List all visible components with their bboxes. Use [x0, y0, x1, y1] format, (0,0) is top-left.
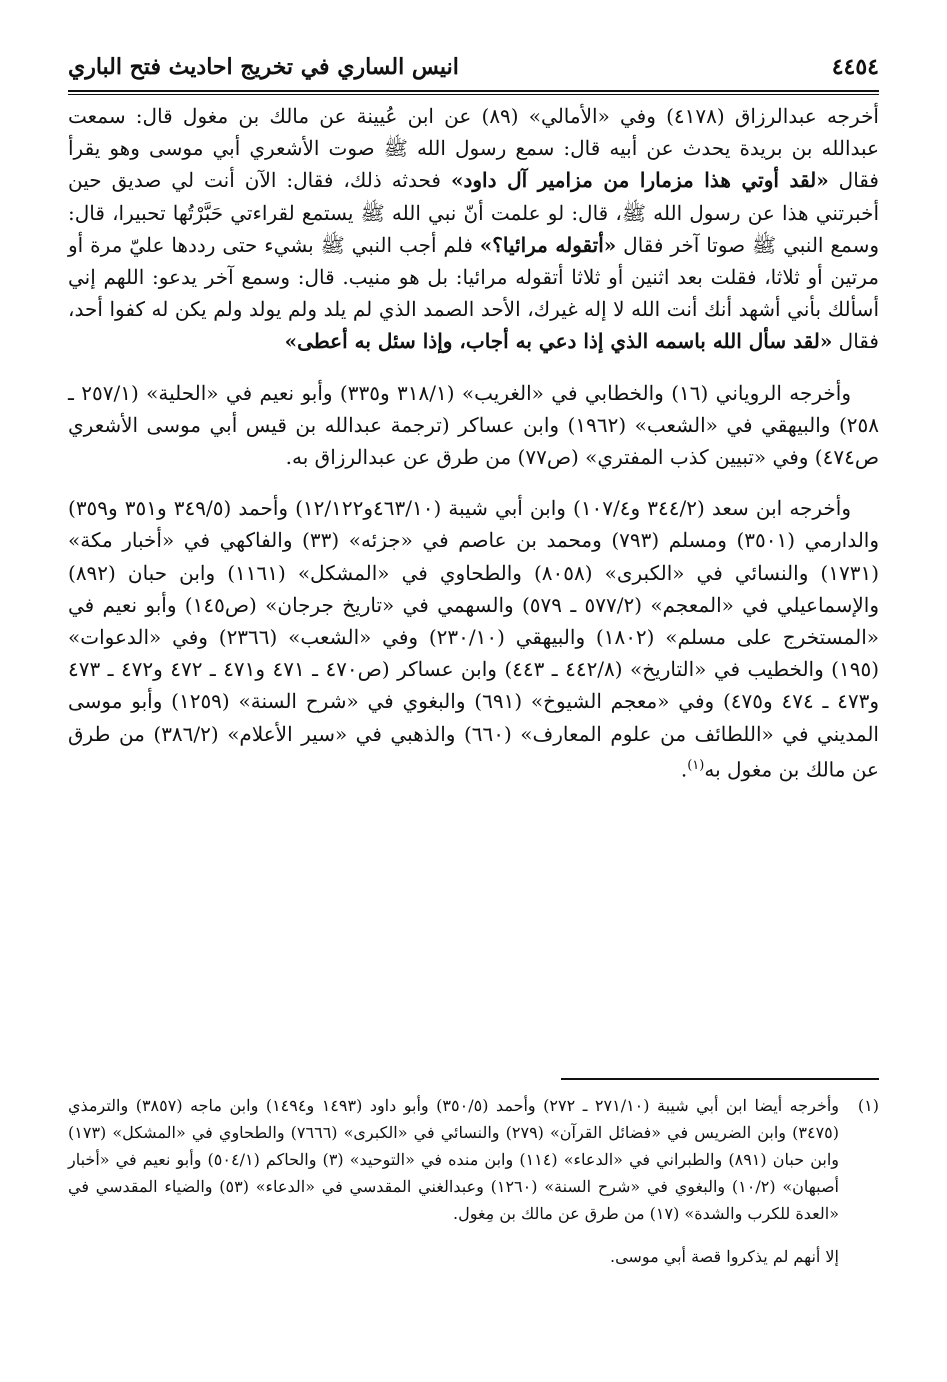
footnote-text: وأخرجه أيضا ابن أبي شيبة (٢٧١/١٠ ـ ٢٧٢) وأحمد (٣٥٠/٥) وأبو داود (١٤٩٣ و١٤٩٤) وابن ماجه (٣٨٥٧) والترمذي (٣٤٧٥) وابن الضريس في «فضائل القرآن» (٢٧٩) والنسائي في «الكبرى» (٧٦٦٦) والطحاوي في «المشكل» (١٧٣) وابن حبان (٨٩١) والطبراني في «الدعاء» (١١٤) وابن منده في «التوحيد» (٣) والحاكم (٥٠٤/١) وأبو نعيم في «أخبار أصبهان» (١٠/٢) والبغوي في «شرح السنة» (١٢٦٠) وعبدالغني المقدسي في «الدعاء» (٥٣) والضياء المقدسي في «العدة للكرب والشدة» (١٧) من طرق عن مالك بن مِغول. — [68, 1096, 840, 1223]
footnote-number: (١) — [857, 1096, 879, 1115]
footnote-marker[interactable]: (١) — [687, 757, 705, 773]
hadith-quote: «لقد أوتي هذا مزمارا من مزامير آل داود» — [450, 168, 829, 193]
hadith-quote: «لقد سأل الله باسمه الذي إذا دعي به أجاب، وإذا سئل به أعطى» — [284, 329, 833, 354]
footnote-note: إلا أنهم لم يذكروا قصة أبي موسى. — [610, 1247, 839, 1266]
text-run: فحدثه ذلك، فقال: الآن أنت لي صديق حين أخبرتني هذا عن رسول الله ﷺ، قال: لو علمت أنّ نبي الله ﷺ يستمع لقراءتي حَبَّرْتُها تحبيرا، قال: وسمع النبي ﷺ صوتا آخر فقال — [68, 168, 879, 257]
hadith-quote: «أتقوله مرائيا؟» — [479, 232, 617, 257]
main-text — [68, 100, 879, 805]
book-title: انيس الساري في تخريج احاديث فتح الباري — [68, 54, 459, 80]
text-run: . — [680, 757, 688, 782]
text-run: أخرجه عبدالرزاق (٤١٧٨) وفي «الأمالي» (٨٩) عن ابن عُيينة عن مالك بن مغول قال: سمعت عبدالله بن بريدة يحدث عن أبيه قال: سمع رسول الله ﷺ صوت الأشعري أبي موسى وهو يقرأ فقال — [68, 104, 879, 193]
paragraph-takhrij-1: وأخرجه الروياني (١٦) والخطابي في «الغريب» (٣١٨/١ و٣٣٥) وأبو نعيم في «الحلية» (٢٥٧/١ ـ ٢٥٨) والبيهقي في «الشعب» (١٩٦٢) وابن عساكر (ترجمة عبدالله بن قيس أبي موسى الأشعري ص٤٧٤) وفي «تبيين كذب المفتري» (ص٧٧) من طرق عن عبدالرزاق به. — [68, 380, 879, 470]
header-rule — [68, 90, 879, 92]
header-rule-thin — [68, 94, 879, 95]
footnote — [68, 1092, 879, 1270]
paragraph-takhrij-2 — [68, 492, 879, 785]
paragraph-hadith — [68, 100, 879, 358]
text-run: وأخرجه ابن سعد (٣٤٤/٢ و١٠٧/٤) وابن أبي شيبة (٤٦٣/١٠و١٢/١٢٢) وأحمد (٣٤٩/٥ و٣٥١ و٣٥٩) والدارمي (٣٥٠١) ومسلم (٧٩٣) ومحمد بن عاصم في «جزئه» (٣٣) والفاكهي في «أخبار مكة» (١٧٣١) والنسائي في «الكبرى» (٨٠٥٨) والطحاوي في «المشكل» (١١٦١) وابن حبان (٨٩٢) والإسماعيلي في «المعجم» (٥٧٧/٢ ـ ٥٧٩) والسهمي في «تاريخ جرجان» (ص١٤٥) وأبو نعيم في «المستخرج على مسلم» (١٨٠٢) والبيهقي (٢٣٠/١٠) وفي «الشعب» (٢٣٦٦) وفي «الدعوات» (١٩٥) والخطيب في «التاريخ» (٤٤٢/٨ ـ ٤٤٣) وابن عساكر (ص٤٧٠ ـ ٤٧١ و٤٧١ ـ ٤٧٢ و٤٧٢ ـ ٤٧٣ و٤٧٣ ـ ٤٧٤ و٤٧٥) وفي «معجم الشيوخ» (٦٩١) والبغوي في «شرح السنة» (١٢٥٩) وأبو موسى المديني في «اللطائف من علوم المعارف» (٦٦٠) والذهبي في «سير الأعلام» (٣٨٦/٢) من طرق عن مالك بن مغول به — [68, 496, 880, 782]
running-header — [68, 44, 879, 82]
footnote-separator — [561, 1078, 879, 1080]
text-run: فلم أجب النبي ﷺ بشيء حتى رددها عليّ مرة أو مرتين أو ثلاثا، فقلت بعد اثنين أو ثلاثا أتقوله مرائيا: بل هو منيب. قال: وسمع آخر يدعو: اللهم إني أسألك بأني أشهد أنك أنت الله لا إله غيرك، الأحد الصمد الذي لم يلد ولم يولد ولم يكن له كفوا أحد، فقال — [68, 232, 879, 354]
page-number: ٤٤٥٤ — [831, 54, 879, 80]
